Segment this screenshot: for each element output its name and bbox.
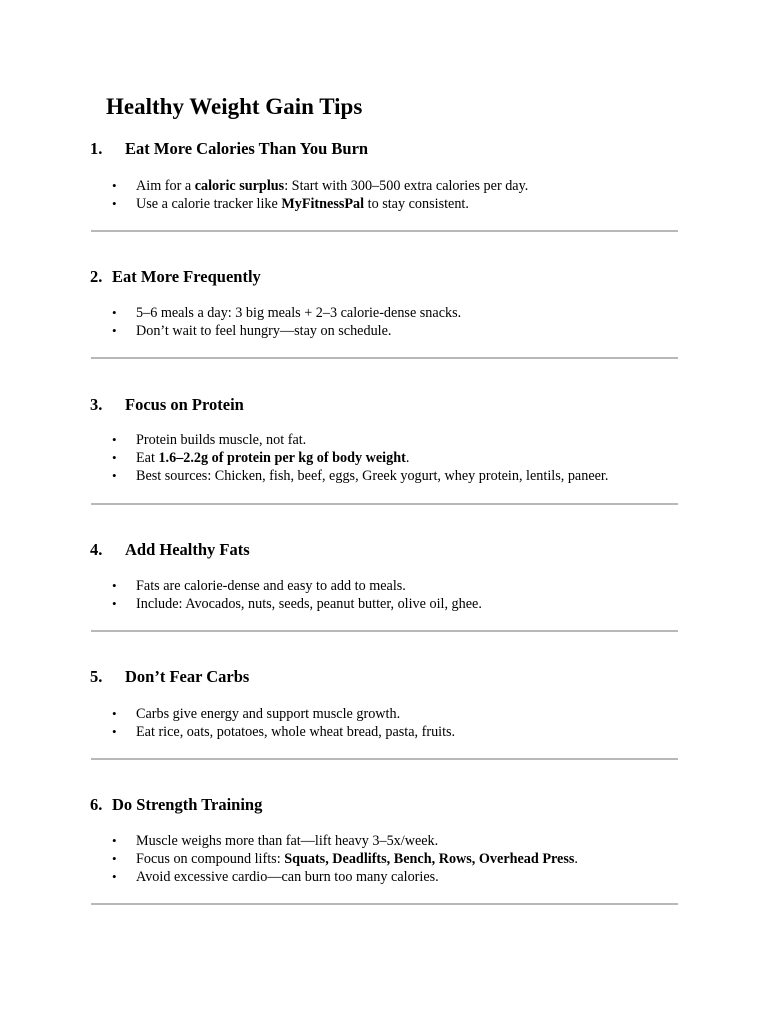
section-heading — [90, 540, 250, 560]
section-title: Eat More Frequently — [112, 267, 261, 286]
list-item: • Use a calorie tracker like MyFitnessPal to stay consistent. — [0, 195, 528, 213]
section-number: 6. — [90, 795, 103, 814]
list-item: • Eat 1.6–2.2g of protein per kg of body weight. — [0, 449, 608, 467]
section-title: Add Healthy Fats — [125, 540, 250, 559]
list-item: • Carbs give energy and support muscle growth. — [0, 705, 455, 723]
page-title: Healthy Weight Gain Tips — [106, 94, 363, 119]
section-title: Eat More Calories Than You Burn — [125, 139, 369, 158]
section-heading — [90, 267, 261, 287]
bullet-list — [0, 304, 461, 340]
bullet-list — [0, 431, 608, 485]
list-item: • Avoid excessive cardio—can burn too many calories. — [0, 868, 578, 886]
list-item: • Muscle weighs more than fat—lift heavy 3–5x/week. — [0, 832, 578, 850]
list-item: • Focus on compound lifts: Squats, Deadlifts, Bench, Rows, Overhead Press. — [0, 850, 578, 868]
bullet-list — [0, 705, 455, 741]
section-number: 1. — [90, 139, 103, 158]
bullet-list — [0, 577, 482, 613]
section-number: 5. — [90, 667, 103, 686]
section-title: Focus on Protein — [125, 395, 244, 414]
section-number: 3. — [90, 395, 103, 414]
section-number: 4. — [90, 540, 103, 559]
bullet-list — [0, 832, 578, 886]
section-heading — [90, 395, 244, 415]
list-item: • Include: Avocados, nuts, seeds, peanut butter, olive oil, ghee. — [0, 595, 482, 613]
section-number: 2. — [90, 267, 103, 286]
section-heading — [90, 795, 262, 815]
divider — [91, 230, 678, 232]
section-title: Don’t Fear Carbs — [125, 667, 250, 686]
bullet-list — [0, 177, 528, 213]
section-heading — [90, 667, 249, 687]
divider — [91, 630, 678, 632]
divider — [91, 758, 678, 760]
list-item: • 5–6 meals a day: 3 big meals + 2–3 calorie-dense snacks. — [0, 304, 461, 322]
divider — [91, 357, 678, 359]
section-title: Do Strength Training — [112, 795, 263, 814]
section-heading — [90, 139, 368, 159]
divider — [91, 903, 678, 905]
list-item: • Best sources: Chicken, fish, beef, eggs, Greek yogurt, whey protein, lentils, paneer. — [0, 467, 608, 485]
list-item: • Protein builds muscle, not fat. — [0, 431, 608, 449]
list-item: • Fats are calorie-dense and easy to add to meals. — [0, 577, 482, 595]
list-item: • Don’t wait to feel hungry—stay on schedule. — [0, 322, 461, 340]
divider — [91, 503, 678, 505]
list-item: • Aim for a caloric surplus: Start with 300–500 extra calories per day. — [0, 177, 528, 195]
list-item: • Eat rice, oats, potatoes, whole wheat bread, pasta, fruits. — [0, 723, 455, 741]
